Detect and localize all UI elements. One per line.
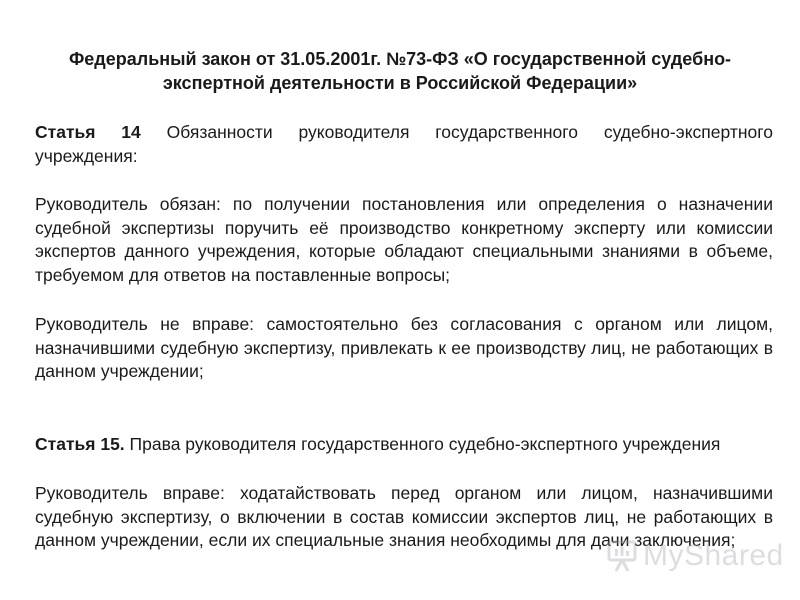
watermark-text: MyShared bbox=[643, 539, 784, 572]
article-14-heading bbox=[35, 121, 773, 168]
rights-paragraph: Руководитель вправе: ходатайствовать перед органом или лицом, назначившими судебную экспертизу, о включении в состав комиссии экспертов лиц, не работающих в данном учреждении, если их специальные знания необходимы для дачи заключения; bbox=[35, 483, 773, 550]
title-line-2: экспертной деятельности в Российской Федерации» bbox=[162, 73, 638, 93]
article-15-label: Статья 15. bbox=[35, 434, 125, 454]
duty-paragraph: Руководитель обязан: по получении постановления или определения о назначении судебной экспертизы поручить её производство конкретному эксперту или комиссии экспертов данного учреждения, которые обладают специальными знаниями в объеме, требуемом для ответов на поставленные вопросы; bbox=[35, 194, 773, 285]
article-14-label: Статья 14 bbox=[35, 122, 141, 142]
prohibition-paragraph: Руководитель не вправе: самостоятельно без согласования с органом или лицом, назначившими судебную экспертизу, привлекать к ее производству лиц, не работающих в данном учреждении; bbox=[35, 314, 773, 381]
article-15-heading-text: Права руководителя государственного судебно-экспертного учреждения bbox=[129, 434, 721, 454]
document-title bbox=[50, 47, 750, 95]
title-line-1: Федеральный закон от 31.05.2001г. №73-ФЗ «О государственной судебно- bbox=[68, 49, 732, 69]
article-14-heading-text: Обязанности руководителя государственного судебно-экспертного учреждения: bbox=[35, 122, 773, 166]
article-15-heading bbox=[35, 433, 773, 457]
